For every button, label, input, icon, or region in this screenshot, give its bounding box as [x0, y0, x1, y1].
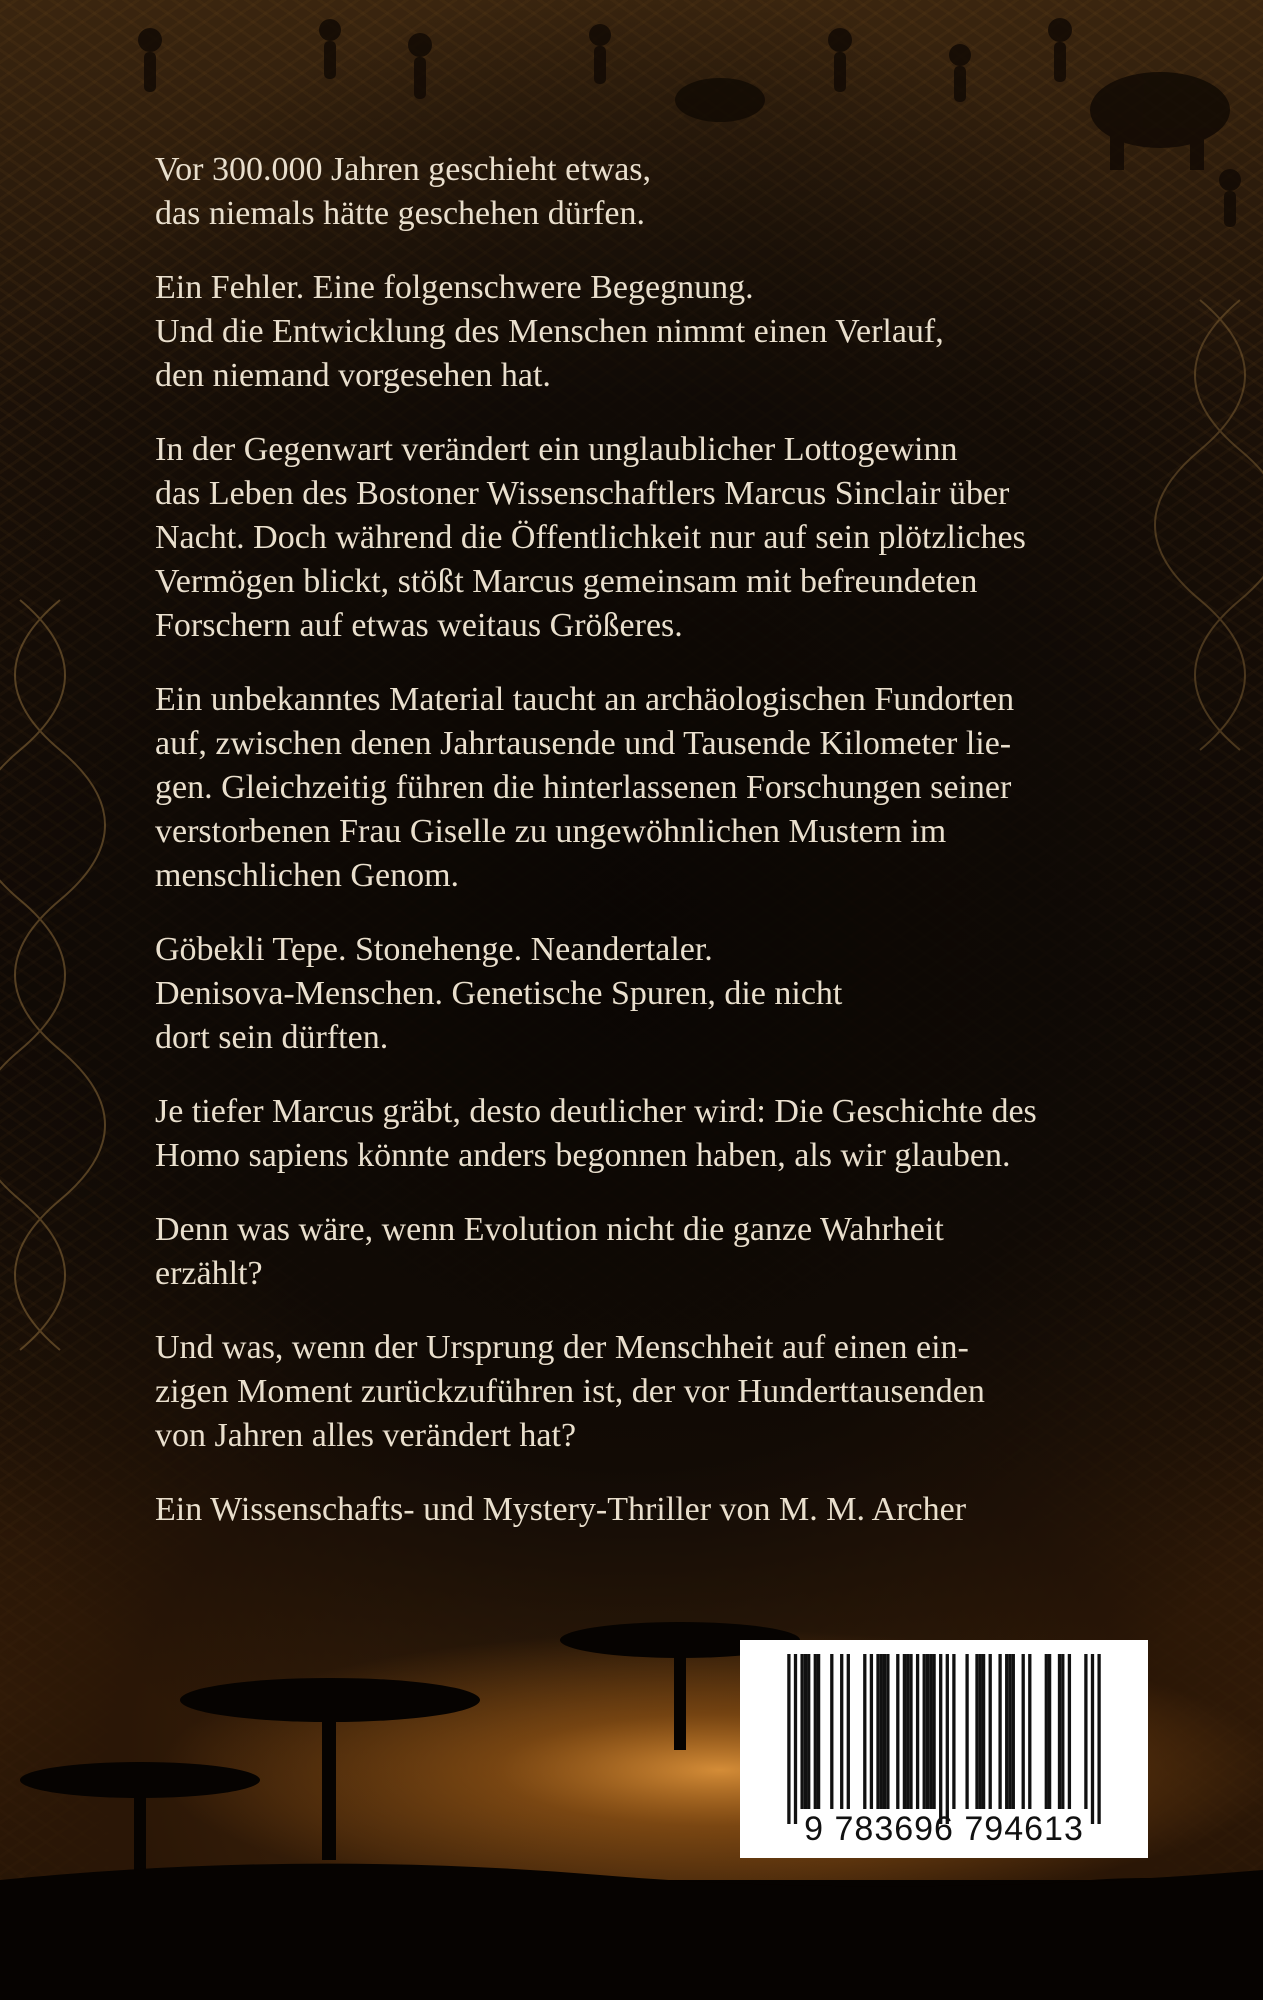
barcode-bar: [814, 1654, 817, 1809]
barcode-bar: [886, 1654, 889, 1809]
barcode-bar: [800, 1654, 803, 1809]
barcode-bar: [787, 1654, 790, 1824]
animal-icon: [675, 78, 765, 122]
blurb-paragraph-1: Vor 300.000 Jahren geschieht etwas, das niemals hätte geschehen dürfen.: [155, 151, 652, 232]
barcode-bar: [982, 1654, 985, 1809]
barcode-bar: [807, 1654, 810, 1809]
barcode-bar: [1048, 1654, 1051, 1809]
dna-helix-left: [0, 600, 105, 1350]
barcode-bar: [939, 1654, 942, 1824]
blurb-paragraph-6: Je tiefer Marcus gräbt, desto deutlicher wird: Die Geschichte des Homo sapiens könnte anders begonnen haben, als wir glauben.: [155, 1093, 1037, 1174]
barcode-bar: [1061, 1654, 1064, 1809]
isbn-barcode: [740, 1640, 1148, 1858]
dna-helix-right: [1155, 300, 1263, 750]
barcode-bar: [847, 1654, 850, 1809]
barcode-bar: [883, 1654, 886, 1809]
barcode-bar: [1058, 1654, 1061, 1809]
barcode-bar: [998, 1654, 1001, 1809]
blurb-paragraph-5: Göbekli Tepe. Stonehenge. Neandertaler. Denisova-Menschen. Genetische Spuren, die nicht dort sein dürften.: [155, 931, 843, 1056]
barcode-bar: [1028, 1654, 1031, 1809]
barcode-bar: [909, 1654, 912, 1809]
barcode-bar: [804, 1654, 807, 1809]
barcode-bar: [952, 1654, 955, 1809]
barcode-bar: [1068, 1654, 1071, 1809]
barcode-bar: [979, 1654, 982, 1809]
barcode-bar: [906, 1654, 909, 1809]
barcode-bar: [932, 1654, 935, 1809]
barcode-bar: [863, 1654, 866, 1809]
barcode-bar: [989, 1654, 992, 1809]
barcode-bar: [896, 1654, 899, 1809]
barcode-bar: [1008, 1654, 1011, 1809]
barcode-bar: [1084, 1654, 1087, 1809]
barcode-bar: [923, 1654, 926, 1809]
barcode-bar: [794, 1654, 797, 1824]
barcode-bar: [965, 1654, 968, 1809]
blurb-paragraph-3: In der Gegenwart verändert ein unglaublicher Lottogewinn das Leben des Bostoner Wissenschaftlers Marcus Sinclair über Nacht. Doch während die Öffentlichkeit nur auf sein plötzliches Vermögen blickt, stößt Marcus gemeinsam mit befreundeten Forschern auf etwas weitaus Größeres.: [155, 431, 1026, 644]
barcode-bar: [946, 1654, 949, 1824]
back-cover-blurb: [155, 148, 1115, 1562]
blurb-paragraph-2: Ein Fehler. Eine folgenschwere Begegnung. Und die Entwicklung des Menschen nimmt einen Verlauf, den niemand vorgesehen hat.: [155, 269, 944, 394]
barcode-bar: [903, 1654, 906, 1809]
barcode-bar: [830, 1654, 833, 1809]
blurb-paragraph-4: Ein unbekanntes Material taucht an archäologischen Fundorten auf, zwischen denen Jahrtausende und Tausende Kilometer lie- gen. Gleichzeitig führen die hinterlassenen Forschungen seiner verstorbenen Frau Giselle zu ungewöhnlichen Mustern im menschlichen Genom.: [155, 681, 1015, 894]
barcode-bar: [1045, 1654, 1048, 1809]
barcode-bar: [880, 1654, 883, 1809]
barcode-bar: [817, 1654, 820, 1809]
barcode-bar: [840, 1654, 843, 1809]
blurb-paragraph-8: Und was, wenn der Ursprung der Menschheit auf einen ein- zigen Moment zurückzuführen ist, der vor Hunderttausenden von Jahren alles verändert hat?: [155, 1329, 985, 1454]
barcode-bar: [916, 1654, 919, 1809]
isbn-number: 9 783696 794613: [804, 1810, 1084, 1848]
barcode-bar: [876, 1654, 879, 1809]
barcode-bar: [926, 1654, 929, 1809]
barcode-bar: [929, 1654, 932, 1809]
author-line: Ein Wissenschafts- und Mystery-Thriller von M. M. Archer: [155, 1491, 967, 1528]
barcode-bar: [1022, 1654, 1025, 1809]
barcode-bar: [1097, 1654, 1100, 1824]
barcode-bar: [1005, 1654, 1008, 1809]
blurb-paragraph-7: Denn was wäre, wenn Evolution nicht die ganze Wahrheit erzählt?: [155, 1211, 944, 1292]
barcode-bar: [1091, 1654, 1094, 1824]
barcode-bar: [1012, 1654, 1015, 1809]
barcode-bar: [975, 1654, 978, 1809]
barcode-bar: [870, 1654, 873, 1809]
